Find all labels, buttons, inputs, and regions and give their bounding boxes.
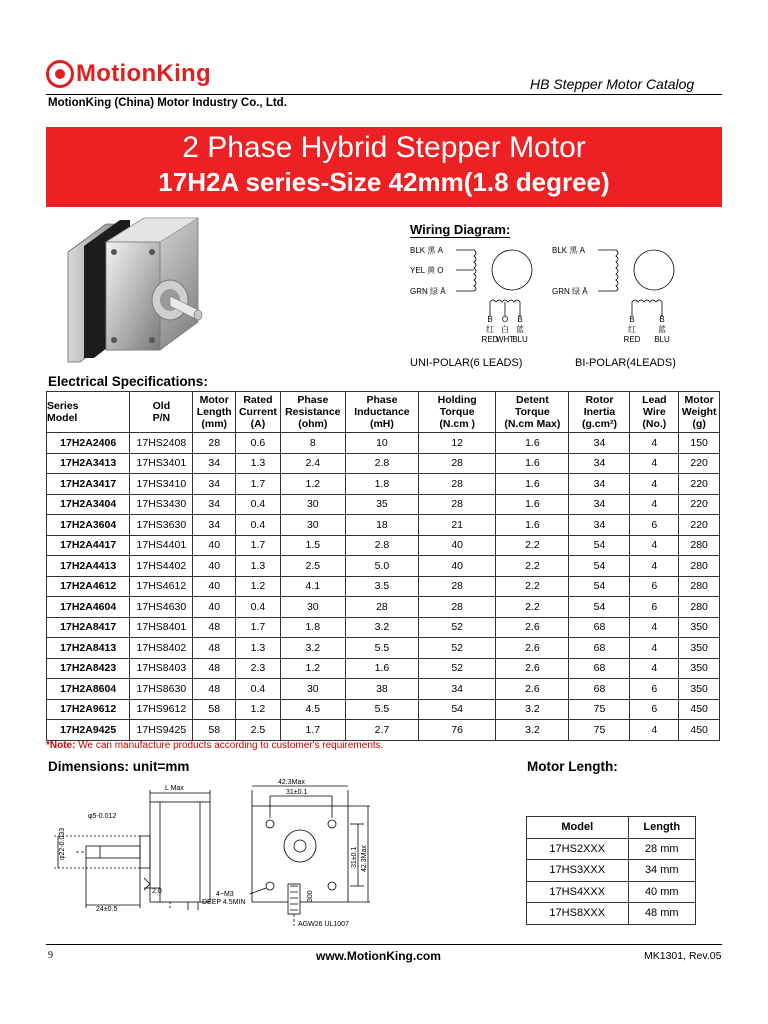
table-cell: 0.4 (236, 515, 281, 536)
column-header: Motor Weight (g) (679, 392, 720, 433)
unipolar-wiring-diagram (404, 240, 544, 348)
table-header-row (527, 817, 696, 839)
table-cell: 2.6 (496, 658, 569, 679)
table-cell: 17HS2408 (130, 433, 193, 454)
table-cell: 8 (280, 433, 345, 454)
lead-label: BLK 黑 A (410, 246, 443, 255)
series-model-cell: 17H2A8604 (47, 679, 130, 700)
table-cell: 350 (679, 679, 720, 700)
table-cell: 4 (630, 658, 679, 679)
table-cell: 0.4 (236, 494, 281, 515)
dimension-drawing (40, 776, 370, 928)
table-cell: 68 (569, 617, 630, 638)
table-cell: 10 (345, 433, 418, 454)
table-cell: 17HS4402 (130, 556, 193, 577)
dimensions-label: Dimensions: unit=mm (48, 759, 190, 774)
table-row (527, 881, 696, 903)
table-cell: 17HS9425 (130, 720, 193, 741)
unipolar-caption: UNI-POLAR(6 LEADS) (410, 357, 523, 369)
series-model-cell: 17H2A4417 (47, 535, 130, 556)
table-cell: 75 (569, 720, 630, 741)
table-row (527, 903, 696, 925)
bipolar-wiring-diagram (546, 240, 686, 348)
table-cell: 48 (193, 617, 236, 638)
table-cell: 48 (193, 658, 236, 679)
company-name: MotionKing (China) Motor Industry Co., Ltd. (48, 97, 287, 109)
table-cell: 1.7 (280, 720, 345, 741)
catalog-title: HB Stepper Motor Catalog (530, 76, 695, 92)
table-cell: 4 (630, 617, 679, 638)
table-row (47, 556, 720, 577)
table-cell: 280 (679, 597, 720, 618)
table-cell: 2.6 (496, 679, 569, 700)
table-cell: 17HS8XXX (527, 903, 629, 925)
lead-label: GRN 绿 Ā (410, 287, 446, 296)
table-cell: 1.3 (236, 638, 281, 659)
series-model-cell: 17H2A4612 (47, 576, 130, 597)
table-cell: 1.6 (345, 658, 418, 679)
series-model-cell: 17H2A3413 (47, 453, 130, 474)
column-header: Phase Inductance (mH) (345, 392, 418, 433)
table-cell: 54 (569, 535, 630, 556)
table-cell: 2.2 (496, 535, 569, 556)
table-cell: 18 (345, 515, 418, 536)
table-cell: 0.4 (236, 679, 281, 700)
table-cell: 2.4 (280, 453, 345, 474)
table-cell: 350 (679, 617, 720, 638)
table-cell: 68 (569, 638, 630, 659)
series-model-cell: 17H2A9612 (47, 699, 130, 720)
header-divider (46, 94, 722, 95)
table-cell: 34 (193, 453, 236, 474)
svg-text:蓝: 蓝 (658, 325, 666, 334)
series-model-cell: 17H2A4604 (47, 597, 130, 618)
table-cell: 6 (630, 679, 679, 700)
column-header: Length (628, 817, 696, 839)
table-cell: 4 (630, 556, 679, 577)
table-cell: 34 (569, 474, 630, 495)
table-cell: 2.6 (496, 617, 569, 638)
table-row (47, 617, 720, 638)
table-cell: 2.3 (236, 658, 281, 679)
table-cell: 17HS8401 (130, 617, 193, 638)
table-row (47, 679, 720, 700)
table-cell: 450 (679, 720, 720, 741)
table-row (47, 638, 720, 659)
company-logo (46, 54, 211, 94)
table-cell: 34 (569, 433, 630, 454)
table-cell: 6 (630, 515, 679, 536)
table-cell: 34 (193, 474, 236, 495)
table-cell: 3.5 (345, 576, 418, 597)
column-header: Rated Current (A) (236, 392, 281, 433)
column-header: Holding Torque (N.cm ) (419, 392, 496, 433)
table-cell: 28 (419, 494, 496, 515)
table-cell: 28 (419, 576, 496, 597)
title-banner (46, 127, 722, 207)
table-cell: 12 (419, 433, 496, 454)
table-row (47, 720, 720, 741)
note-text: We can manufacture products according to customer's requirements. (75, 740, 384, 751)
page-subtitle: 17H2A series-Size 42mm(1.8 degree) (158, 167, 610, 197)
table-cell: 1.5 (280, 535, 345, 556)
table-row (47, 535, 720, 556)
table-cell: 68 (569, 658, 630, 679)
table-cell: 5.5 (345, 638, 418, 659)
table-cell: 350 (679, 638, 720, 659)
table-cell: 1.6 (496, 474, 569, 495)
table-cell: 28 (419, 597, 496, 618)
table-cell: 40 (419, 535, 496, 556)
logo-text: MotionKing (76, 60, 211, 87)
table-cell: 1.6 (496, 453, 569, 474)
table-cell: 52 (419, 658, 496, 679)
lead-label: YEL 黄 O (410, 266, 444, 275)
dim-deep: DEEP 4.5MIN (202, 899, 246, 906)
dim-boss: φ22-0.033 (59, 827, 66, 860)
table-cell: 17HS4XXX (527, 881, 629, 903)
dim-pitch-vertical: 31±0.1 (351, 846, 358, 868)
table-cell: 58 (193, 699, 236, 720)
table-row (47, 494, 720, 515)
column-header: Rotor Inertia (g.cm²) (569, 392, 630, 433)
electrical-specs-table (46, 391, 720, 741)
table-cell: 17HS8402 (130, 638, 193, 659)
dim-length: 24±0.5 (96, 906, 118, 913)
svg-text:WHT: WHT (495, 335, 515, 344)
motor-length-table (526, 816, 696, 925)
motor-photo (58, 212, 208, 364)
table-cell: 220 (679, 494, 720, 515)
table-cell: 48 (193, 679, 236, 700)
lead-label: BLK 黑 A (552, 246, 585, 255)
table-cell: 4.1 (280, 576, 345, 597)
table-cell: 1.2 (280, 474, 345, 495)
table-cell: 52 (419, 617, 496, 638)
table-cell: 450 (679, 699, 720, 720)
website-link[interactable]: www.MotionKing.com (316, 949, 441, 963)
table-cell: 1.3 (236, 556, 281, 577)
table-cell: 5.5 (345, 699, 418, 720)
table-cell: 3.2 (280, 638, 345, 659)
table-cell: 1.7 (236, 474, 281, 495)
revision-label: MK1301, Rev.05 (644, 950, 722, 962)
table-cell: 280 (679, 556, 720, 577)
column-header: Phase Resistance (ohm) (280, 392, 345, 433)
table-cell: 17HS9612 (130, 699, 193, 720)
series-model-cell: 17H2A8423 (47, 658, 130, 679)
table-cell: 17HS4630 (130, 597, 193, 618)
table-cell: 220 (679, 453, 720, 474)
dim-width: 42.3Max (278, 779, 305, 786)
column-header: Detent Torque (N.cm Max) (496, 392, 569, 433)
table-cell: 2.5 (280, 556, 345, 577)
electrical-specs-label: Electrical Specifications: (48, 374, 208, 389)
svg-text:BLU: BLU (512, 335, 528, 344)
table-cell: 4 (630, 433, 679, 454)
table-cell: 17HS2XXX (527, 838, 629, 860)
table-cell: 4 (630, 638, 679, 659)
wiring-diagram-label: Wiring Diagram: (410, 222, 511, 237)
table-cell: 3.2 (345, 617, 418, 638)
table-row (47, 433, 720, 454)
dim-lead-length: 300 (307, 890, 314, 902)
table-cell: 280 (679, 576, 720, 597)
series-model-cell: 17H2A3417 (47, 474, 130, 495)
svg-text:RED: RED (481, 335, 499, 344)
table-cell: 4 (630, 494, 679, 515)
table-cell: 28 (345, 597, 418, 618)
table-cell: 38 (345, 679, 418, 700)
table-row (527, 838, 696, 860)
table-cell: 1.6 (496, 433, 569, 454)
table-cell: 1.7 (236, 535, 281, 556)
dim-gap: 2.0 (152, 888, 162, 895)
table-cell: 40 (193, 556, 236, 577)
table-cell: 220 (679, 515, 720, 536)
svg-text:B: B (629, 315, 635, 324)
table-cell: 28 mm (628, 838, 696, 860)
table-cell: 2.6 (496, 638, 569, 659)
table-cell: 17HS3401 (130, 453, 193, 474)
table-cell: 34 (569, 494, 630, 515)
table-cell: 4 (630, 474, 679, 495)
table-row (47, 658, 720, 679)
table-cell: 17HS8630 (130, 679, 193, 700)
table-cell: 4.5 (280, 699, 345, 720)
table-row (47, 699, 720, 720)
table-cell: 0.6 (236, 433, 281, 454)
dim-screw: 4−M3 (216, 891, 234, 898)
svg-text:白: 白 (501, 325, 509, 334)
table-cell: 17HS4612 (130, 576, 193, 597)
table-cell: 54 (569, 597, 630, 618)
page-title: 2 Phase Hybrid Stepper Motor (182, 131, 586, 164)
table-cell: 6 (630, 699, 679, 720)
table-cell: 0.4 (236, 597, 281, 618)
column-header: Series Model (47, 392, 130, 433)
table-cell: 280 (679, 535, 720, 556)
table-cell: 1.8 (280, 617, 345, 638)
series-model-cell: 17H2A4413 (47, 556, 130, 577)
page-number: 9 (48, 950, 53, 961)
table-cell: 6 (630, 576, 679, 597)
table-cell: 54 (569, 576, 630, 597)
column-header: Motor Length (mm) (193, 392, 236, 433)
table-cell: 2.8 (345, 453, 418, 474)
dim-width-vertical: 42.3Max (361, 845, 368, 872)
table-cell: 3.2 (496, 720, 569, 741)
svg-text:B: B (487, 315, 493, 324)
table-cell: 68 (569, 679, 630, 700)
table-cell: 1.3 (236, 453, 281, 474)
table-cell: 2.2 (496, 556, 569, 577)
table-cell: 40 (193, 597, 236, 618)
table-cell: 4 (630, 535, 679, 556)
dim-shaft: φ5-0.012 (88, 813, 117, 820)
table-cell: 30 (280, 515, 345, 536)
table-cell: 2.7 (345, 720, 418, 741)
column-header: Model (527, 817, 629, 839)
table-row (47, 515, 720, 536)
table-cell: 220 (679, 474, 720, 495)
table-cell: 1.2 (236, 576, 281, 597)
dim-lmax: L Max (165, 785, 184, 792)
table-cell: 4 (630, 453, 679, 474)
table-cell: 1.6 (496, 494, 569, 515)
series-model-cell: 17H2A9425 (47, 720, 130, 741)
column-header: Old P/N (130, 392, 193, 433)
table-cell: 40 mm (628, 881, 696, 903)
series-model-cell: 17H2A8417 (47, 617, 130, 638)
table-cell: 6 (630, 597, 679, 618)
table-cell: 34 (419, 679, 496, 700)
table-cell: 40 (193, 535, 236, 556)
table-row (47, 453, 720, 474)
table-row (47, 474, 720, 495)
table-cell: 2.5 (236, 720, 281, 741)
series-model-cell: 17H2A3604 (47, 515, 130, 536)
table-cell: 17HS3410 (130, 474, 193, 495)
table-cell: 58 (193, 720, 236, 741)
table-cell: 34 mm (628, 860, 696, 882)
svg-text:B̄: B̄ (517, 315, 523, 324)
table-cell: 350 (679, 658, 720, 679)
table-cell: 34 (569, 453, 630, 474)
note-prefix: *Note: (46, 740, 76, 751)
svg-text:BLU: BLU (654, 335, 670, 344)
dim-wire: AGW26 UL1007 (298, 921, 349, 928)
table-cell: 17HS3630 (130, 515, 193, 536)
series-model-cell: 17H2A8413 (47, 638, 130, 659)
table-row (47, 576, 720, 597)
table-cell: 34 (193, 494, 236, 515)
footer-divider (46, 944, 722, 945)
table-cell: 1.8 (345, 474, 418, 495)
table-cell: 1.7 (236, 617, 281, 638)
table-cell: 1.2 (236, 699, 281, 720)
table-cell: 3.2 (496, 699, 569, 720)
svg-text:B̄: B̄ (659, 315, 665, 324)
table-cell: 17HS3XXX (527, 860, 629, 882)
svg-text:红: 红 (486, 325, 494, 334)
table-cell: 75 (569, 699, 630, 720)
bipolar-caption: BI-POLAR(4LEADS) (575, 357, 676, 369)
column-header: Lead Wire (No.) (630, 392, 679, 433)
table-cell: 40 (193, 576, 236, 597)
table-cell: 48 mm (628, 903, 696, 925)
dim-pitch: 31±0.1 (286, 789, 308, 796)
table-cell: 76 (419, 720, 496, 741)
table-cell: 52 (419, 638, 496, 659)
table-cell: 1.6 (496, 515, 569, 536)
table-cell: 35 (345, 494, 418, 515)
table-cell: 2.2 (496, 576, 569, 597)
table-header-row (47, 392, 720, 433)
table-cell: 17HS8403 (130, 658, 193, 679)
table-cell: 1.2 (280, 658, 345, 679)
table-cell: 2.8 (345, 535, 418, 556)
table-cell: 54 (569, 556, 630, 577)
svg-text:RED: RED (623, 335, 641, 344)
table-cell: 30 (280, 679, 345, 700)
table-cell: 150 (679, 433, 720, 454)
svg-text:O: O (501, 315, 509, 324)
table-cell: 4 (630, 720, 679, 741)
table-row (47, 597, 720, 618)
table-cell: 48 (193, 638, 236, 659)
table-cell: 30 (280, 597, 345, 618)
table-cell: 40 (419, 556, 496, 577)
table-cell: 5.0 (345, 556, 418, 577)
table-cell: 28 (419, 453, 496, 474)
table-row (527, 860, 696, 882)
series-model-cell: 17H2A2406 (47, 433, 130, 454)
table-cell: 34 (193, 515, 236, 536)
series-model-cell: 17H2A3404 (47, 494, 130, 515)
table-cell: 28 (193, 433, 236, 454)
table-cell: 17HS3430 (130, 494, 193, 515)
table-cell: 2.2 (496, 597, 569, 618)
table-cell: 54 (419, 699, 496, 720)
table-cell: 28 (419, 474, 496, 495)
svg-text:蓝: 蓝 (516, 325, 524, 334)
lead-label: GRN 绿 Ā (552, 287, 588, 296)
logo-mark-icon (46, 60, 74, 88)
svg-text:红: 红 (628, 325, 636, 334)
table-cell: 21 (419, 515, 496, 536)
table-cell: 17HS4401 (130, 535, 193, 556)
table-cell: 34 (569, 515, 630, 536)
table-cell: 30 (280, 494, 345, 515)
motor-length-label: Motor Length: (527, 759, 618, 774)
manufacture-note (46, 740, 383, 751)
